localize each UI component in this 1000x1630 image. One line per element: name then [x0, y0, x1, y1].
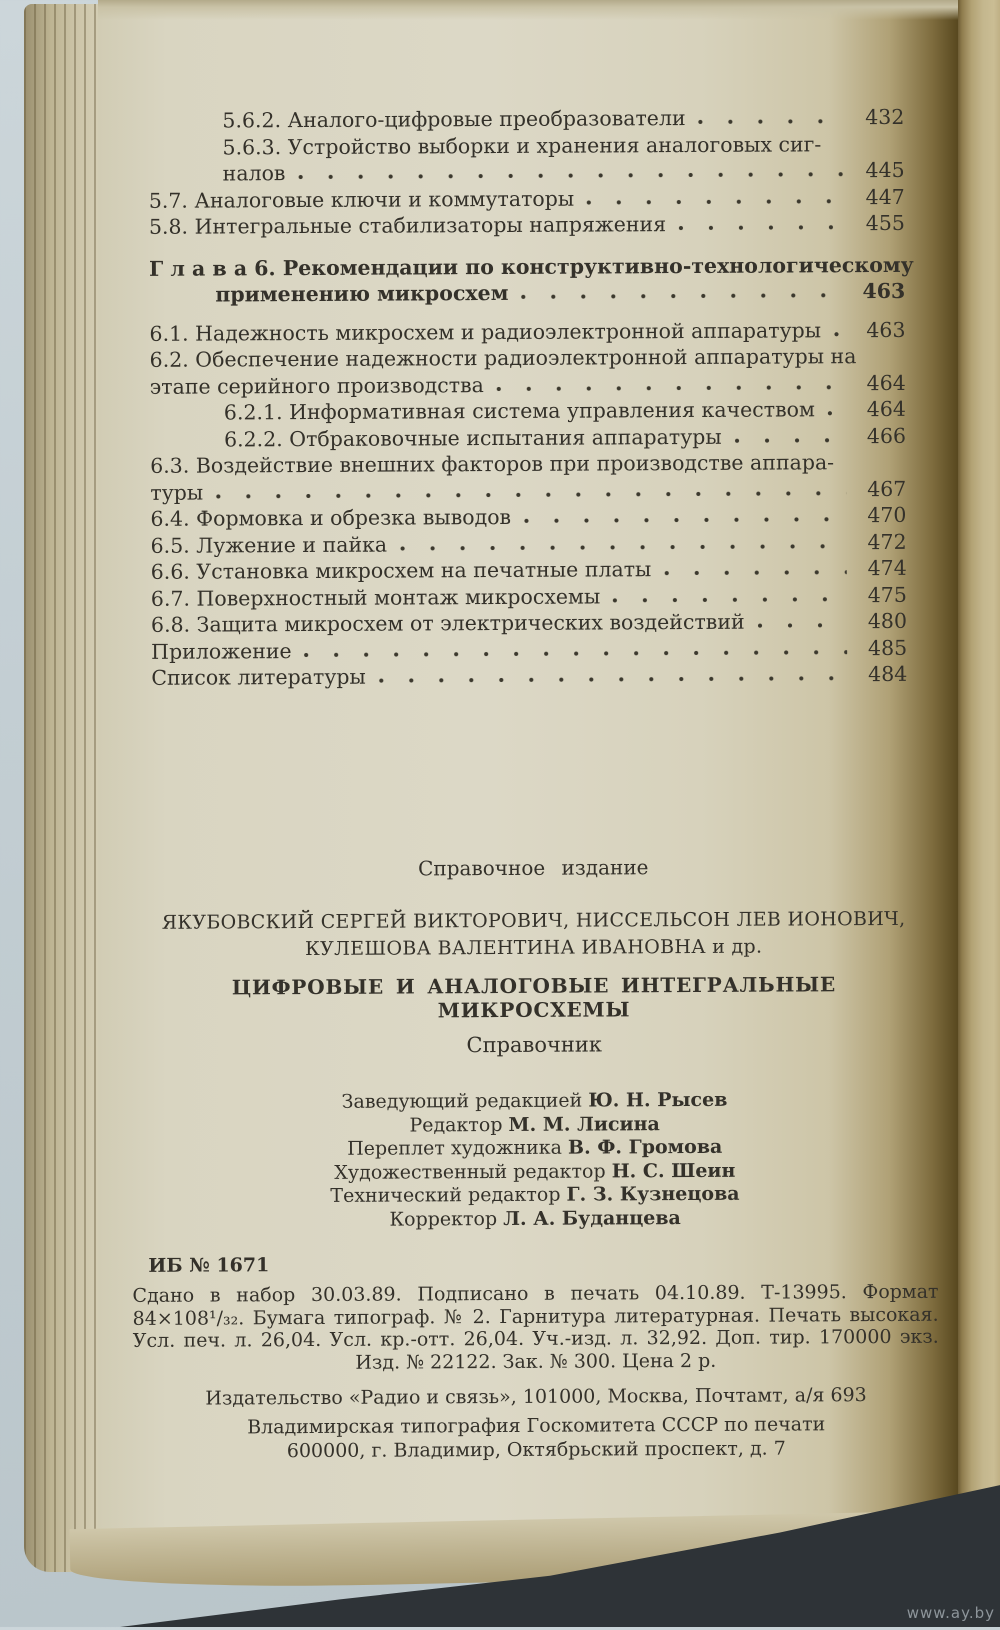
dot-leader [734, 437, 846, 444]
printer-block [133, 1412, 939, 1464]
dot-leader [757, 622, 847, 628]
staff-role: Редактор [409, 1113, 503, 1136]
dot-leader [698, 118, 845, 125]
photo-watermark: www.ay.by [906, 1604, 995, 1622]
imprint-line: Сдано в набор 30.03.89. Подписано в печать 04.10.89. Т-13995. Формат [132, 1280, 939, 1307]
edition-type-label: Справочное издание [418, 855, 649, 881]
toc-page-number: 472 [867, 529, 907, 554]
editorial-staff-block [131, 1088, 938, 1233]
book-subtitle: Справочник [466, 1032, 603, 1058]
toc-entry [149, 210, 905, 240]
dot-leader [297, 171, 844, 180]
toc-page-number: 484 [868, 661, 908, 687]
authors-block [130, 906, 936, 964]
staff-role: Переплет художника [347, 1136, 563, 1160]
toc-chapter-heading [149, 251, 914, 308]
toc-page-number: 466 [866, 423, 907, 448]
toc-entry [149, 183, 905, 213]
dot-leader [833, 331, 845, 337]
toc-entry-text: 6.2. Обеспечение надежности радиоэлектронной аппаратуры на [149, 344, 857, 372]
dot-leader [827, 410, 846, 416]
staff-role: Художественный редактор [334, 1159, 606, 1184]
toc-page-number: 464 [866, 396, 906, 422]
toc-entry-text: 6.3. Воздействие внешних факторов при производстве аппара- [150, 450, 835, 478]
toc-entry [151, 555, 907, 585]
toc-chapter-text: применению микросхем [215, 280, 509, 307]
staff-name: Г. З. Кузнецова [566, 1182, 740, 1206]
printer-line: Владимирская типография Госкомитета СССР по печати [247, 1413, 826, 1439]
dot-leader [586, 198, 845, 205]
dot-leader [496, 384, 846, 392]
publisher-line: Издательство «Радио и связь», 101000, Москва, Почтамт, а/я 693 [205, 1384, 867, 1410]
toc-page-number: 480 [867, 608, 908, 634]
toc-entry [151, 581, 907, 611]
toc-entry-text: 6.4. Формовка и обрезка выводов [150, 504, 512, 531]
toc-entry-text: 6.1. Надежность микросхем и радиоэлектронной аппаратуры [149, 317, 822, 346]
toc-page-number: 463 [866, 317, 906, 342]
toc-entry-text: 6.2.2. Отбраковочные испытания аппаратуры [223, 424, 722, 451]
ib-number: ИБ № 1671 [148, 1254, 270, 1277]
toc-entry [224, 422, 906, 452]
toc-entry-text: 6.7. Поверхностный монтаж микросхемы [150, 583, 601, 611]
toc-page-number: 447 [865, 184, 905, 209]
toc-entry [150, 502, 906, 532]
toc-entry-text: 5.7. Аналоговые ключи и коммутаторы [148, 186, 575, 213]
dot-leader [663, 569, 846, 576]
staff-line [132, 1205, 938, 1233]
toc-entry [151, 661, 907, 691]
dot-leader [678, 224, 845, 231]
dot-leader [520, 292, 845, 300]
dot-leader [523, 516, 846, 524]
staff-role: Заведующий редакцией [341, 1089, 583, 1113]
toc-entry [224, 396, 906, 426]
toc-entry-text: 6.6. Установка микросхем на печатные платы [150, 557, 652, 584]
toc-page-number: 445 [865, 157, 905, 183]
toc-entry-text: налов [222, 161, 286, 186]
toc-chapter-text: Г л а в а 6. Рекомендации по конструктивно-технологическому [149, 252, 914, 281]
imprint-line: Изд. № 22122. Зак. № 300. Цена 2 р. [355, 1349, 717, 1374]
toc-page-number: 463 [862, 278, 906, 304]
toc-entry-text: этапе серийного производства [149, 372, 484, 399]
staff-name: В. Ф. Громова [567, 1135, 723, 1159]
staff-role: Технический редактор [330, 1183, 561, 1207]
staff-name: Ю. Н. Рысев [588, 1088, 728, 1112]
book-title: ЦИФРОВЫЕ И АНАЛОГОВЫЕ ИНТЕГРАЛЬНЫЕ МИКРОСХЕМЫ [231, 972, 837, 1023]
toc-entry-text: туры [150, 480, 204, 505]
staff-name: М. М. Лисина [508, 1112, 660, 1136]
imprint-line: Усл. печ. л. 26,04. Усл. кр.-отт. 26,04. Уч.-изд. л. 32,92. Доп. тир. 170000 экз. [132, 1325, 939, 1352]
toc-page-number: 474 [867, 555, 907, 581]
toc-entry [222, 104, 904, 134]
toc-entry [151, 528, 907, 558]
toc-page-number: 485 [867, 635, 908, 660]
toc-page-number: 432 [865, 104, 905, 130]
toc-page-number: 464 [866, 370, 906, 395]
table-of-contents [148, 104, 914, 691]
staff-name: Н. С. Шеин [611, 1159, 736, 1182]
dot-leader [378, 675, 848, 683]
toc-page-number: 467 [867, 476, 907, 501]
toc-entry [151, 634, 907, 664]
toc-entry-text: 6.2.1. Информативная система управления качеством [223, 397, 815, 425]
dot-leader [304, 649, 848, 658]
dot-leader [612, 596, 847, 603]
toc-entry [150, 343, 906, 400]
toc-entry-text: 5.6.2. Аналого-цифровые преобразователи [222, 106, 686, 133]
toc-entry-text: Приложение [151, 638, 292, 664]
toc-entry-text: Список литературы [151, 664, 366, 690]
staff-name: Л. А. Буданцева [503, 1206, 681, 1230]
dot-leader [215, 490, 846, 499]
toc-entry [150, 449, 906, 506]
toc-entry [222, 130, 904, 187]
imprint-line: 84×108¹/₃₂. Бумага типограф. № 2. Гарнитура литературная. Печать высокая. [132, 1303, 939, 1330]
toc-page-number: 470 [867, 502, 907, 528]
imprint-block [132, 1281, 938, 1375]
toc-entry-text: 6.8. Защита микросхем от электрических воздействий [150, 609, 745, 637]
dot-leader [399, 543, 846, 551]
toc-entry-text: 5.6.3. Устройство выборки и хранения аналоговых сиг- [222, 131, 822, 159]
toc-entry-text: 5.8. Интегральные стабилизаторы напряжения [148, 212, 667, 239]
toc-page-number: 475 [867, 582, 907, 607]
printer-line: 600000, г. Владимир, Октябрьский проспект, д. 7 [286, 1437, 786, 1463]
toc-entry [149, 316, 905, 346]
toc-entry-text: 6.5. Лужение и пайка [150, 532, 388, 558]
toc-page-number: 455 [865, 210, 905, 236]
authors-line: ЯКУБОВСКИЙ СЕРГЕЙ ВИКТОРОВИЧ, НИССЕЛЬСОН ЛЕВ ИОНОВИЧ, [161, 907, 906, 934]
toc-entry [151, 608, 907, 638]
staff-role: Корректор [389, 1207, 498, 1231]
authors-line: КУЛЕШОВА ВАЛЕНТИНА ИВАНОВНА и др. [305, 935, 763, 961]
